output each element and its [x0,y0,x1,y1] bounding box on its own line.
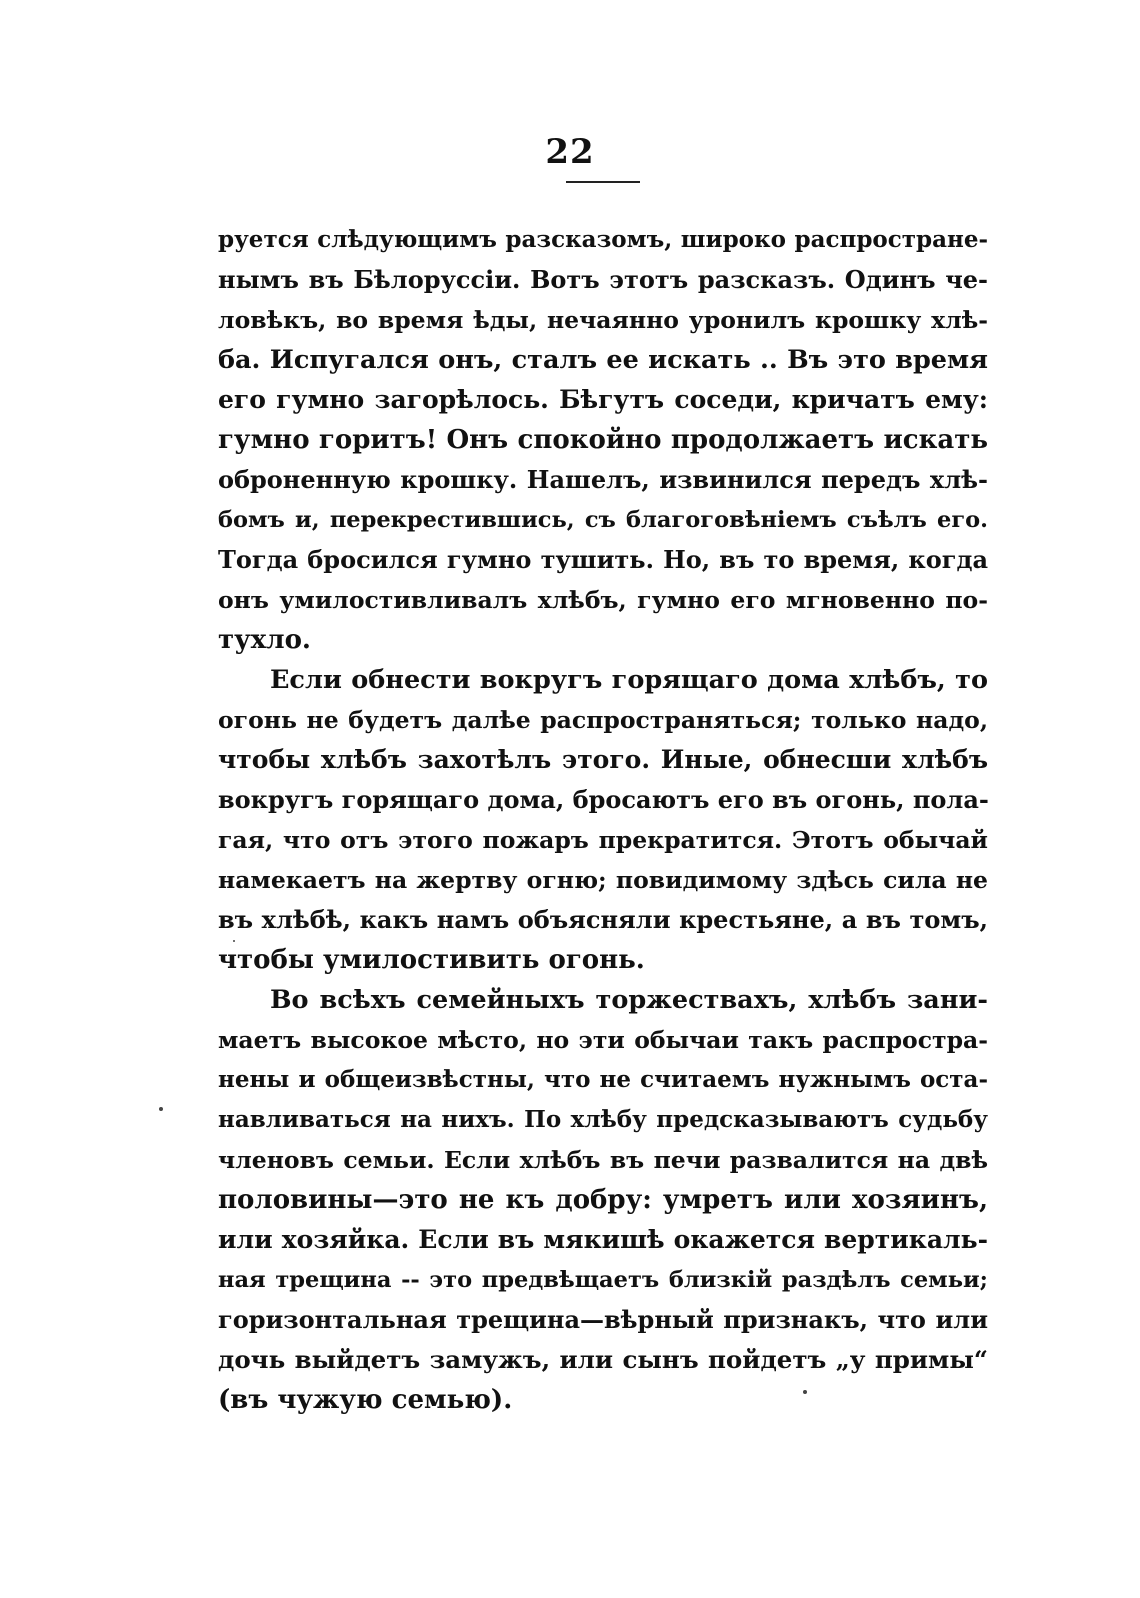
paragraph-1 [218,220,988,660]
print-speck [803,1390,807,1394]
text-line: бомъ и, перекрестившись, съ благоговѣніемъ съѣлъ его. [218,507,988,533]
text-line: горизонтальная трещина—вѣрный признакъ, что или [218,1305,988,1334]
text-line: ловѣкъ, во время ѣды, нечаянно уронилъ крошку хлѣ- [218,306,988,334]
page-number: 22 [545,132,595,172]
paragraph-3 [218,980,988,1420]
text-line: онъ умилостивливалъ хлѣбъ, гумно его мгновенно по- [218,586,988,614]
text-line: дочь выйдетъ замужъ, или сынъ пойдетъ „у примы“ [218,1345,988,1374]
print-speck [233,940,235,942]
print-speck [159,1107,163,1111]
page-number-rule [566,181,640,183]
text-line: огонь не будетъ далѣе распространяться; только надо, [218,706,988,734]
text-line: въ хлѣбѣ, какъ намъ объясняли крестьяне, а въ томъ, [218,905,988,934]
text-line: (въ чужую семью). [218,1385,513,1415]
body-text [218,220,988,1420]
text-line: намекаетъ на жертву огню; повидимому здѣсь сила не [218,866,988,894]
text-line: или хозяйка. Если въ мякишѣ окажется вертикаль- [218,1225,988,1254]
text-line: тухло. [218,625,311,655]
text-line: гая, что отъ этого пожаръ прекратится. Этотъ обычай [218,826,988,854]
text-line: гумно горитъ! Онъ спокойно продолжаетъ искать [218,425,988,455]
text-line: ная трещина -- это предвѣщаетъ близкій раздѣлъ семьи; [218,1267,988,1293]
text-line: Во всѣхъ семейныхъ торжествахъ, хлѣбъ зани- [270,985,988,1015]
text-line: членовъ семьи. Если хлѣбъ въ печи развалится на двѣ [218,1146,988,1174]
text-line: чтобы умилостивить огонь. [218,945,645,975]
text-line: Тогда бросился гумно тушить. Но, въ то время, когда [218,545,988,574]
text-line: оброненную крошку. Нашелъ, извинился передъ хлѣ- [218,465,988,494]
text-line: вокругъ горящаго дома, бросаютъ его въ огонь, пола- [218,785,989,814]
text-line: ба. Испугался онъ, сталъ ее искать .. Въ это время [218,345,988,375]
text-line: Если обнести вокругъ горящаго дома хлѣбъ, то [270,665,988,695]
text-line: навливаться на нихъ. По хлѣбу предсказываютъ судьбу [218,1106,988,1133]
text-line: половины—это не къ добру: умретъ или хозяинъ, [218,1185,988,1215]
text-line: нены и общеизвѣстны, что не считаемъ нужнымъ оста- [218,1066,988,1093]
text-line: руется слѣдующимъ разсказомъ, широко распростране- [218,226,988,253]
text-line: нымъ въ Бѣлоруссіи. Вотъ этотъ разсказъ. Одинъ че- [218,265,988,294]
text-line: его гумно загорѣлось. Бѣгутъ соседи, кричатъ ему: [218,385,988,414]
text-line: маетъ высокое мѣсто, но эти обычаи такъ распростра- [218,1026,988,1054]
paragraph-2 [218,660,988,980]
text-line: чтобы хлѣбъ захотѣлъ этого. Иные, обнесши хлѣбъ [218,745,988,774]
